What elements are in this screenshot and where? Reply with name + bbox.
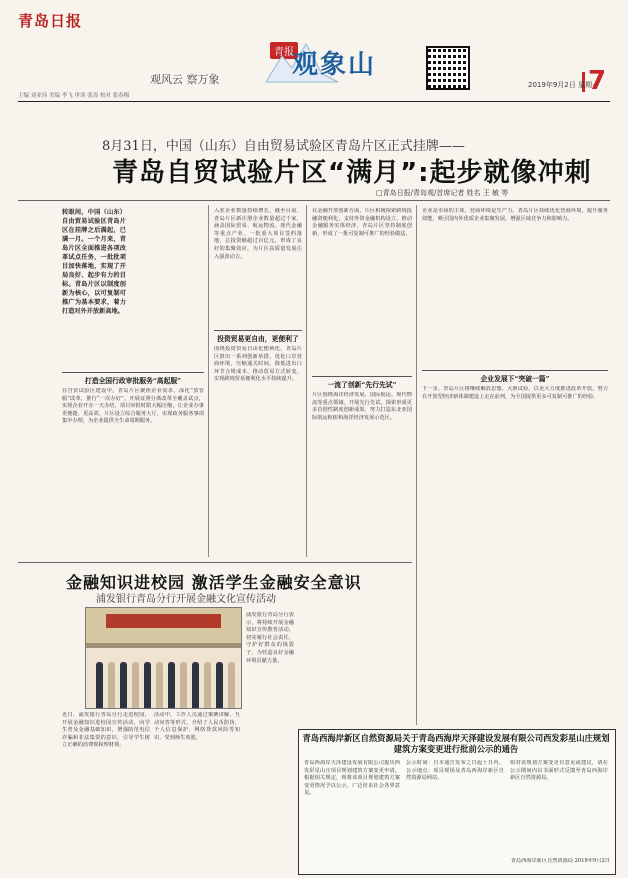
photo-person	[204, 662, 211, 708]
finance-text-1: 近日，浦发银行青岛分行走进校园，开展金融知识进校园宣传活动，向学生普及金融基础知识，增强防范电信诈骗和非法集资的意识，引导学生树立正确的消费观和理财观。	[62, 712, 150, 749]
photo-person	[108, 662, 115, 708]
headline-rule	[18, 200, 610, 201]
editors-line: 主编 刘亚伟 美编 李飞 审读 张涛 校对 张春梅	[18, 93, 130, 99]
subhead-rule	[62, 372, 204, 373]
photo-person	[168, 662, 175, 708]
column3-subhead: 一流了创新“先行先试”	[327, 381, 397, 389]
notice-text-2: 公示时间：自本通告发布之日起十日内。公示地点：项目现场及青岛西海岸新区自然资源局网站。	[406, 760, 504, 782]
notice-title: 青岛西海岸新区自然资源局关于青岛西海岸天泽建设发展有限公司西发彩星山庄规划建筑方案变更进行批前公示的通告	[302, 733, 610, 754]
photo-person	[156, 662, 163, 708]
finance-headline: 金融知识进校园 激活学生金融安全意识	[66, 573, 362, 592]
finance-text-2: 活动中，工作人员通过案例讲解、互动问答等形式，介绍了人民币防伪、个人信息保护、网络贷款风险等知识，受到师生欢迎。	[154, 712, 240, 741]
notice-signature: 青岛西海岸新区自然资源局 2019年9月2日	[510, 858, 610, 864]
column4-subhead: 企业发展下“突破一篇”	[480, 375, 550, 383]
masthead-rule	[18, 101, 610, 102]
photo-person	[228, 662, 235, 708]
subhead-rule	[214, 330, 302, 331]
column3-text: 在金融开放创新方面，片区积极探索跨境投融资便利化，支持外资金融机构设立，推动金融服务实体经济。青岛片区坚持制度创新，形成了一批可复制可推广的经验做法。	[312, 208, 412, 237]
notice-text-3: 如对该规划方案变更有意见或建议，请在公示期间内以书面形式反馈至青岛西海岸新区自然资源局。	[510, 760, 608, 782]
newspaper-logo: 青岛日报	[18, 12, 83, 30]
photo-person	[96, 662, 103, 708]
column1-subhead: 打造全国行政审批服务“高起服”	[84, 377, 182, 385]
column-divider	[208, 205, 209, 557]
photo-person	[192, 662, 199, 708]
column1-text: 在自贸试验区建设中，青岛片区聚焦企业需求，深化“放管服”改革，推行“一次办好”。开展证照分离改革全覆盖试点，实现企业开办一天办结，项目审批时限大幅压缩，让企业办事更便捷、更高效。片区设立综合服务大厅，实现政务服务事项集中办理，为企业提供全生命周期服务。	[62, 388, 204, 425]
finance-text-3: 浦发银行青岛分行表示，将持续开展金融知识宣传教育活动，切实履行社会责任，守护好群众的钱袋子，为营造良好金融环境贡献力量。	[246, 612, 294, 664]
subhead-rule	[422, 370, 608, 371]
column3-text-continued: 片区围绕海洋经济发展、国际航运、现代物流等重点领域，开展先行先试，探索形成更多首创性制度创新成果，努力打造东北亚国际航运枢纽和海洋经济发展示范区。	[312, 392, 412, 421]
finance-subheadline: 浦发银行青岛分行开展金融文化宣传活动	[96, 594, 276, 605]
photo-person	[180, 662, 187, 708]
photo-person	[132, 662, 139, 708]
finance-rule	[18, 562, 412, 563]
story-byline: □青岛日报/青岛观/首席记者 姓名 王 敏 等	[376, 189, 509, 197]
notice-text-1: 青岛西海岸天泽建设发展有限公司提出西发彩星山庄项目规划建筑方案变更申请。根据相关规定，现将该项目规划建筑方案变更情况予以公示，广泛征求社会各界意见。	[304, 760, 400, 797]
page-number: 7	[588, 66, 607, 96]
photo-banner	[106, 614, 221, 628]
section-title: 观象山	[292, 50, 377, 80]
column-divider	[416, 205, 417, 725]
column4-text: 企业是市场的主体，营商环境是生产力。青岛片区持续优化营商环境，提升服务效能，吸引国内外优质企业集聚发展，增强区域竞争力和影响力。	[422, 208, 608, 222]
story-lead: 转眼间，中国（山东）自由贸易试验区青岛片区在挂牌之后满起，已满一月。一个月来，青岛片区全面推进各项改革试点任务，一批批项目加快落地，实现了开局良好、起步有力的目标。青岛片区以制度创新为核心，以可复制可推广为基本要求，着力打造对外开放新高地。	[62, 209, 126, 315]
qr-code-pattern	[428, 48, 468, 88]
column2-text: 入驻企业数量持续增长，截至目前，青岛片区新注册企业数量超过千家，涵盖国际贸易、航运物流、现代金融等重点产业。一批重大项目签约落地，总投资额超过百亿元，形成了良好的集聚效应，为片区高质量发展注入强劲动力。	[214, 208, 302, 260]
photo-person	[216, 662, 223, 708]
column4-text-continued: 下一步，青岛片区将继续解放思想、大胆试验，以更大力度推进改革开放，努力在开放型经济新体制建设上走在前列，为全国提供更多可复制可推广的经验。	[422, 386, 608, 400]
column-divider	[306, 205, 307, 557]
issue-date: 2019年9月2日 星期一	[528, 81, 599, 89]
section-tag: 青报	[270, 42, 298, 59]
photo-person	[120, 662, 127, 708]
finance-event-photo	[85, 607, 242, 709]
story-headline: 青岛自贸试验片区“满月”:起步就像冲刺	[112, 158, 592, 188]
column2-subhead: 投资贸易更自由，更便利了	[217, 335, 299, 343]
slogan: 观风云 察万象	[150, 73, 220, 86]
story-kicker: 8月31日，中国（山东）自由贸易试验区青岛片区正式挂牌——	[102, 139, 465, 154]
column2-text-continued: 围绕投资贸易自由化便利化，青岛片区推出一系列创新举措，优化口岸营商环境，压缩通关时间，降低进出口环节合规成本，推动贸易方式转变，实现跨境贸易便利化水平持续提升。	[214, 346, 302, 383]
subhead-rule	[312, 376, 412, 377]
photo-person	[144, 662, 151, 708]
